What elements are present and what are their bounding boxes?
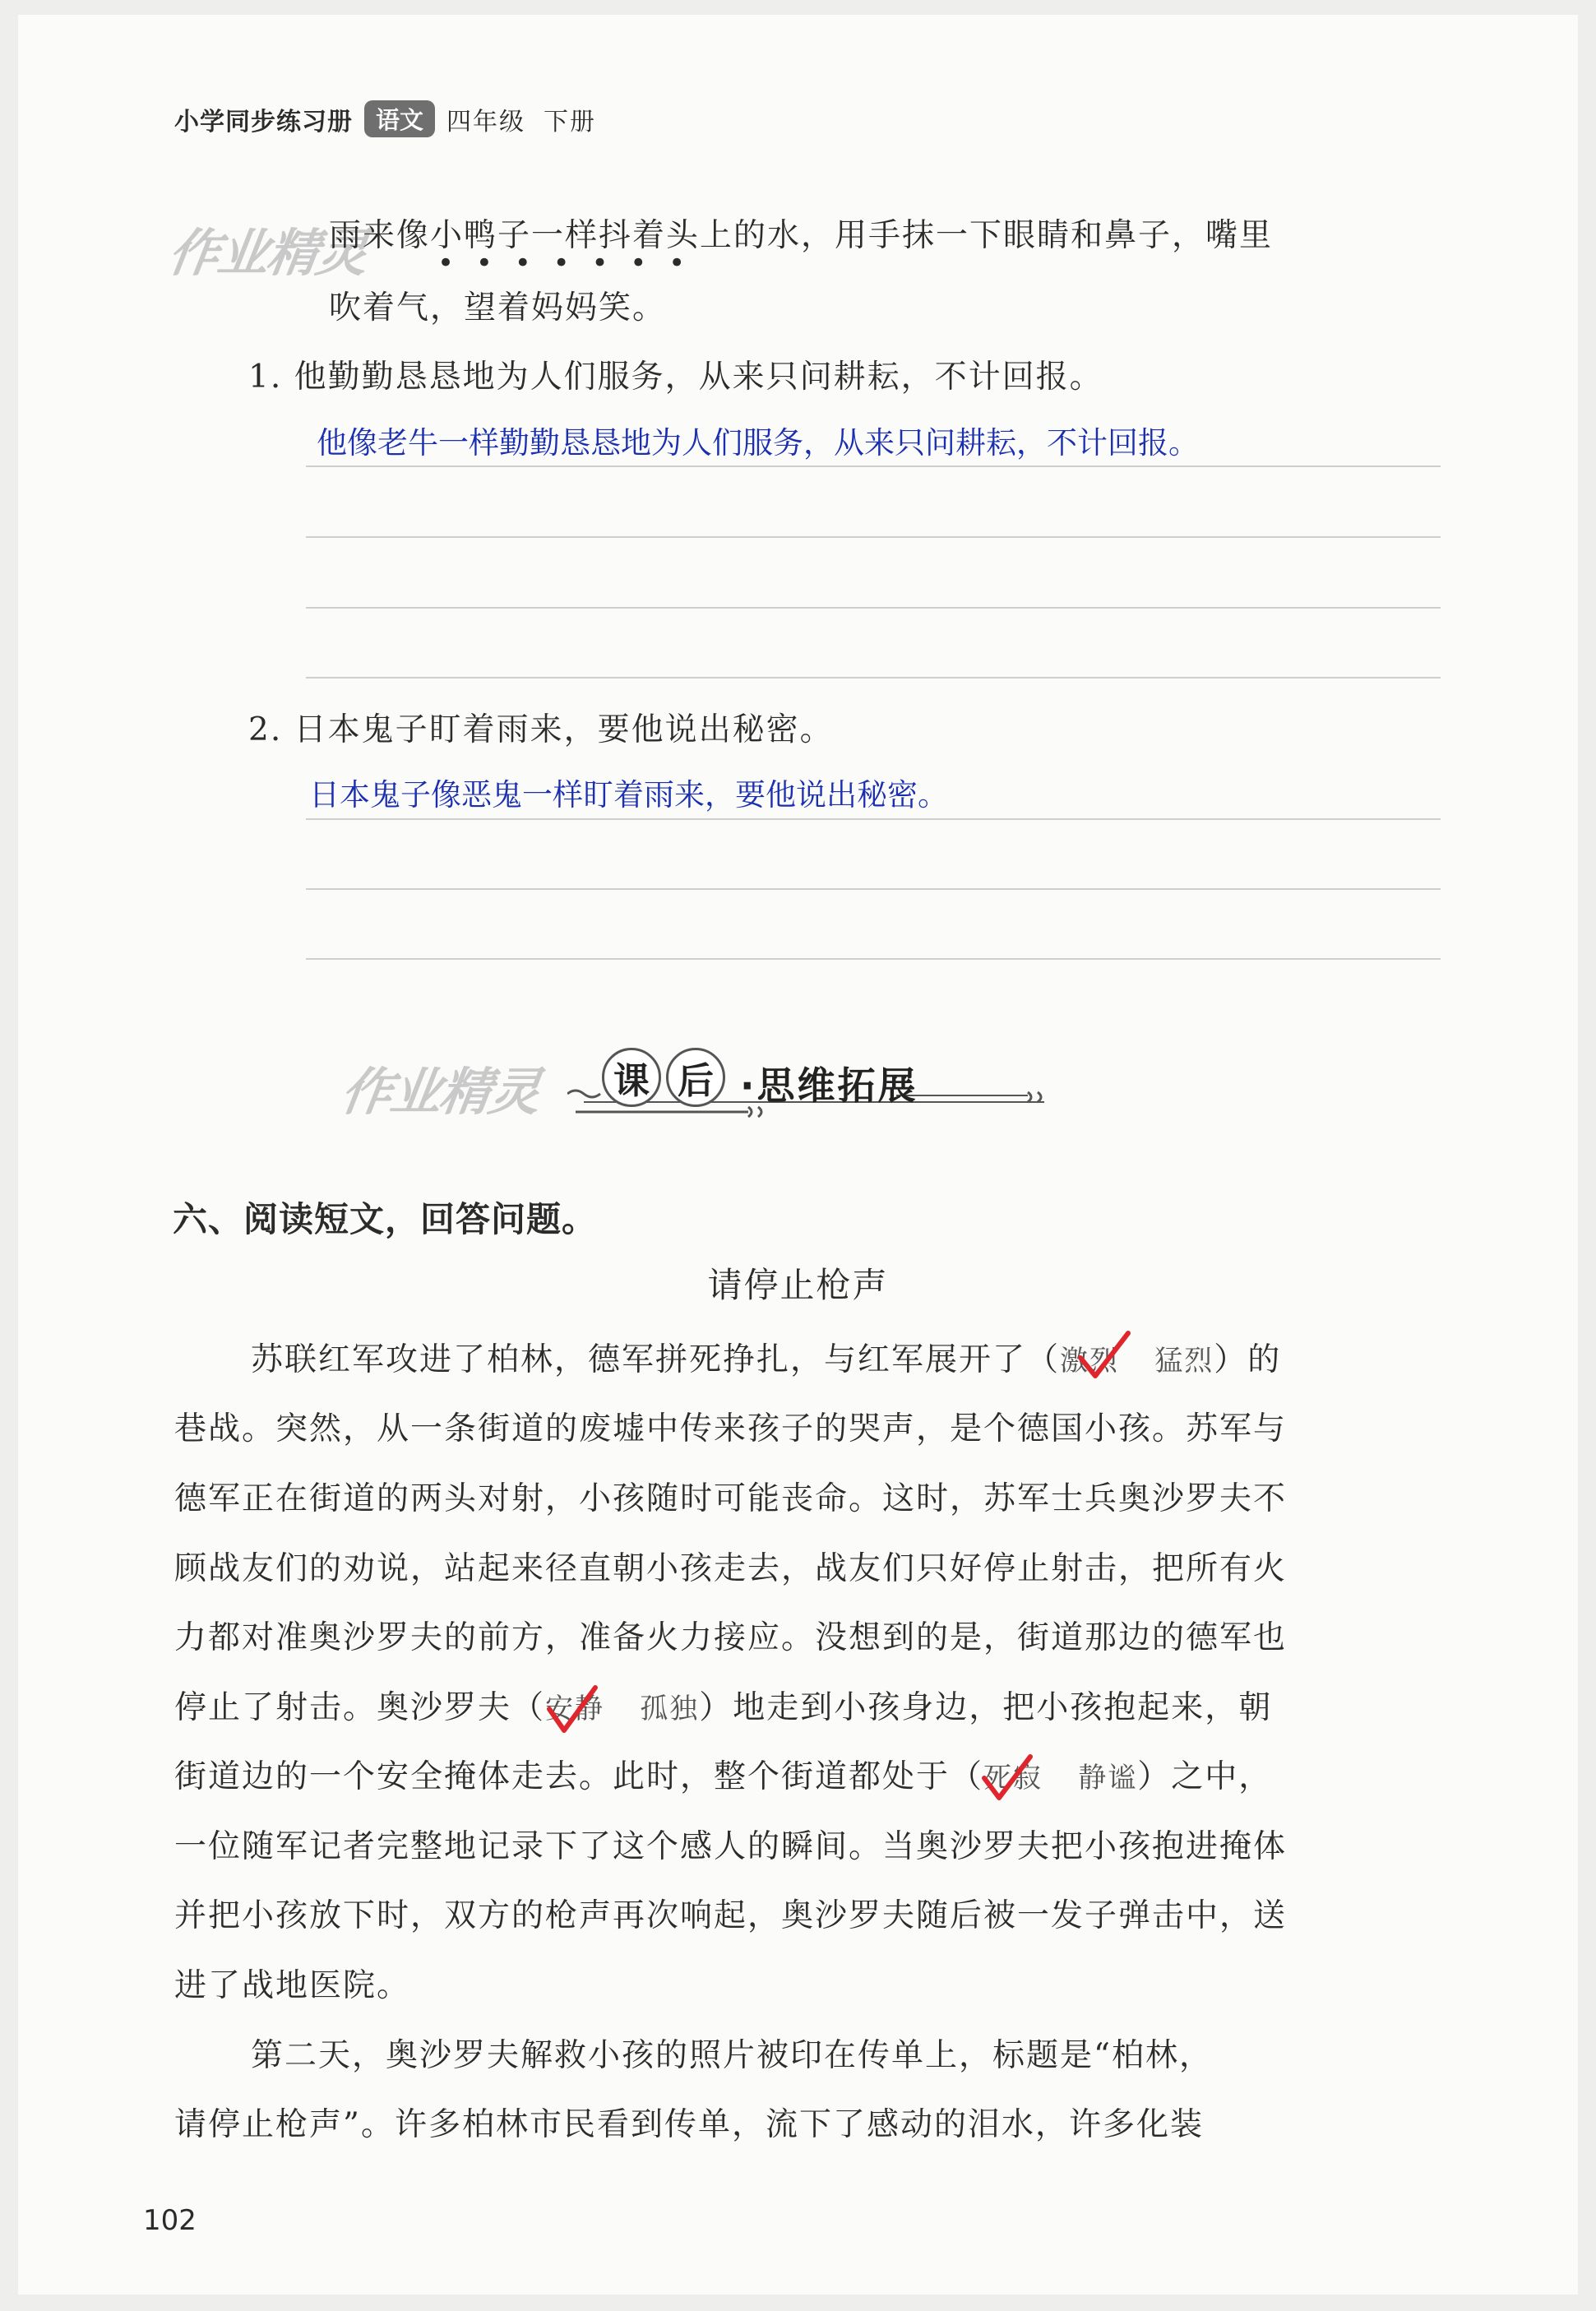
emphasis-dots: • • • • • • • xyxy=(437,247,686,280)
example-line-1: 雨来像小鸭子一样抖着头上的水，用手抹一下眼睛和鼻子，嘴里 xyxy=(329,217,1274,254)
choice-3 xyxy=(950,1758,1171,1795)
subject-badge: 语文 xyxy=(364,100,435,137)
section-heading: 六、阅读短文，回答问题。 xyxy=(173,1199,598,1239)
paren-open: （ xyxy=(511,1689,546,1726)
choice-2-option-b: 孤独 xyxy=(640,1693,700,1725)
question-number: 2. xyxy=(248,711,283,748)
check-mark-icon xyxy=(544,1681,605,1739)
passage-line-5: 力都对准奥沙罗夫的前方，准备火力接应。没想到的是，街道那边的德军也 xyxy=(174,1619,1288,1656)
example-line-2: 吹着气，望着妈妈笑。 xyxy=(329,289,667,327)
choice-2-option-a: 安静 xyxy=(545,1693,605,1725)
paren-open: （ xyxy=(1026,1341,1061,1378)
paren-open: （ xyxy=(950,1758,984,1795)
answer-line xyxy=(306,607,1441,609)
answer-2: 日本鬼子像恶鬼一样盯着雨来，要他说出秘密。 xyxy=(309,777,948,813)
passage-line-6 xyxy=(174,1682,1272,1728)
paren-close: ） xyxy=(699,1689,733,1726)
answer-line xyxy=(306,958,1441,960)
banner-char-2: 后 xyxy=(666,1048,725,1107)
volume-label: 下册 xyxy=(544,107,597,137)
choice-3-option-a: 死寂 xyxy=(983,1762,1043,1795)
answer-line xyxy=(306,888,1441,890)
answer-line xyxy=(306,536,1441,538)
question-text: 他勤勤恳恳地为人们服务，从来只问耕耘，不计回报。 xyxy=(294,359,1103,396)
answer-line xyxy=(306,818,1441,820)
passage-line-12: 请停止枪声”。许多柏林市民看到传单，流下了感动的泪水，许多化装 xyxy=(174,2106,1204,2143)
passage-line-10: 进了战地医院。 xyxy=(174,1967,411,2004)
passage-line-8: 一位随军记者完整地记录下了这个感人的瞬间。当奥沙罗夫把小孩抱进掩体 xyxy=(174,1828,1288,1865)
passage-line-4: 顾战友们的劝说，站起来径直朝小孩走去，战友们只好停止射击，把所有火 xyxy=(174,1550,1288,1587)
question-2 xyxy=(248,704,834,750)
series-title: 小学同步练习册 xyxy=(174,107,353,137)
check-mark-icon xyxy=(1076,1328,1133,1386)
passage-line-11: 第二天，奥沙罗夫解救小孩的照片被印在传单上，标题是“柏林， xyxy=(251,2037,1213,2074)
passage-line-7 xyxy=(174,1751,1272,1797)
passage-title: 请停止枪声 xyxy=(707,1265,889,1305)
page-number: 102 xyxy=(143,2204,197,2237)
passage-line-3: 德军正在街道的两头对射，小孩随时可能丧命。这时，苏军士兵奥沙罗夫不 xyxy=(174,1480,1288,1517)
paren-close: ） xyxy=(1137,1758,1172,1795)
answer-line xyxy=(306,677,1441,678)
paren-close: ） xyxy=(1214,1341,1248,1378)
answer-1: 他像老牛一样勤勤恳恳地为人们服务，从来只问耕耘，不计回报。 xyxy=(317,425,1199,461)
banner-text: ·思维拓展 xyxy=(740,1063,918,1108)
passage-text: 地走到小孩身边，把小孩抱起来，朝 xyxy=(733,1689,1273,1726)
banner-char-1: 课 xyxy=(602,1048,661,1107)
watermark: 作业精灵 xyxy=(337,1062,544,1122)
passage-text: 停止了射击。奥沙罗夫 xyxy=(174,1689,512,1726)
passage-line-9: 并把小孩放下时，双方的枪声再次响起，奥沙罗夫随后被一发子弹击中，送 xyxy=(174,1897,1288,1934)
passage-text: 之中， xyxy=(1171,1758,1273,1795)
watermark: 作业精灵 xyxy=(164,223,371,283)
passage-line-2: 巷战。突然，从一条街道的废墟中传来孩子的哭声，是个德国小孩。苏军与 xyxy=(174,1410,1288,1447)
answer-line xyxy=(306,465,1441,467)
choice-1-option-a: 激烈 xyxy=(1060,1345,1120,1378)
passage-text: 苏联红军攻进了柏林，德军拼死挣扎，与红军展开了 xyxy=(251,1341,1027,1378)
choice-1-option-b: 猛烈 xyxy=(1154,1345,1214,1378)
choice-2 xyxy=(511,1689,733,1726)
choice-3-option-b: 静谧 xyxy=(1078,1762,1138,1795)
passage-line-1 xyxy=(251,1334,1281,1380)
passage-text: 的 xyxy=(1247,1341,1282,1378)
question-1 xyxy=(248,351,1103,397)
grade-label: 四年级 xyxy=(446,107,526,137)
page-header xyxy=(174,100,596,137)
question-text: 日本鬼子盯着雨来，要他说出秘密。 xyxy=(294,711,834,748)
check-mark-icon xyxy=(979,1750,1037,1808)
choice-1 xyxy=(1026,1341,1247,1378)
passage-text: 街道边的一个安全掩体走去。此时，整个街道都处于 xyxy=(174,1758,951,1795)
question-number: 1. xyxy=(248,359,283,396)
section-banner xyxy=(567,1044,1061,1135)
